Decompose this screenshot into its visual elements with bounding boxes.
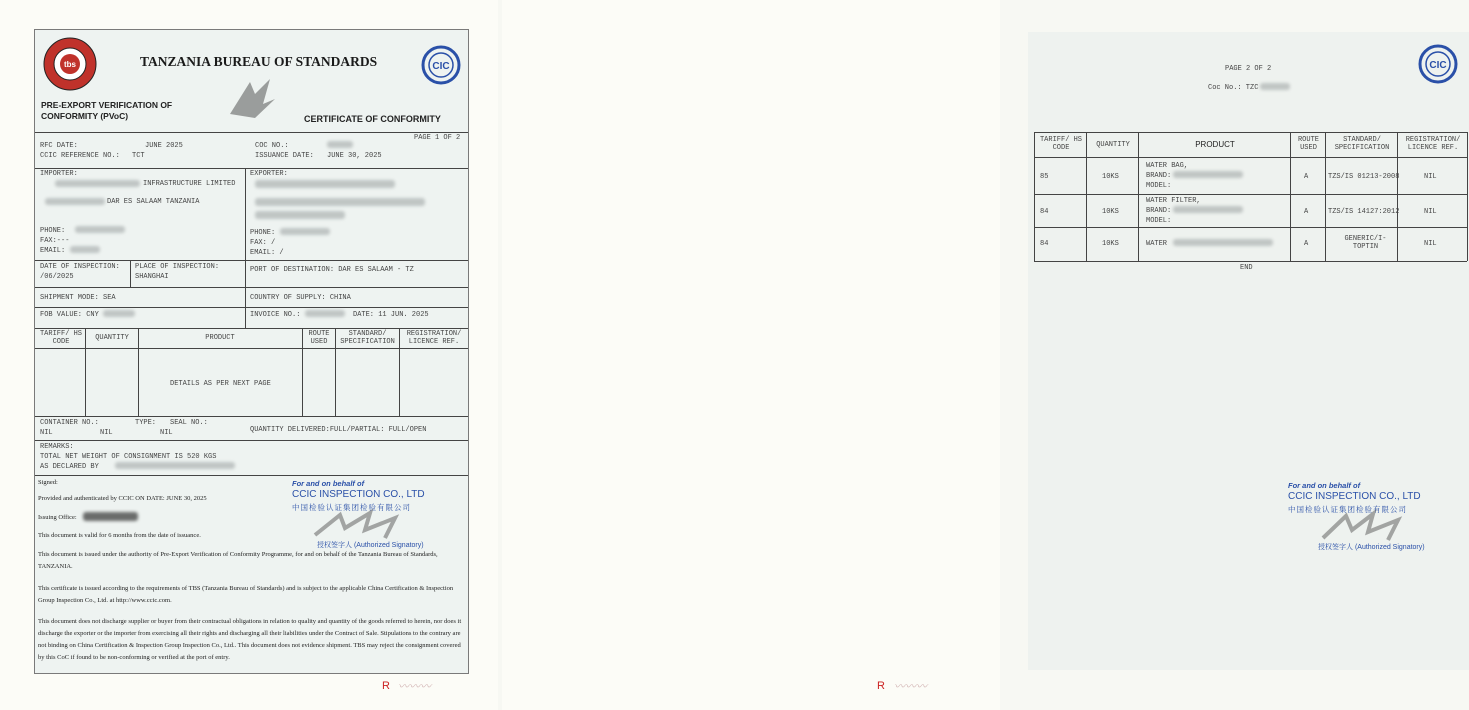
remarks-label: REMARKS:	[40, 443, 74, 451]
col-registration: REGISTRATION/ LICENCE REF.	[1405, 136, 1461, 152]
row2-quantity: 10KS	[1102, 208, 1119, 216]
importer-label: IMPORTER:	[40, 170, 78, 178]
shipment-mode: SHIPMENT MODE: SEA	[40, 294, 116, 302]
sign-company-chinese-2: 中国检验认证集团检验有限公司	[1288, 505, 1407, 514]
validity-note: This document is valid for 6 months from the date of issuance.	[38, 532, 201, 539]
serial-prefix-2: R	[877, 680, 885, 692]
row3-route: A	[1304, 240, 1309, 248]
place-of-inspection-value: SHANGHAI	[135, 273, 169, 281]
row3-standard: GENERIC/I-TOPTIN	[1344, 235, 1387, 251]
importer-address: DAR ES SALAAM TANZANIA	[107, 198, 200, 206]
place-of-inspection-label: PLACE OF INSPECTION:	[135, 263, 220, 271]
remarks-line-2: AS DECLARED BY	[40, 463, 99, 471]
row2-product-l2: BRAND:	[1146, 207, 1172, 215]
disclaimer-note: This document does not discharge supplier or buyer from their contractual obligations in relation to quality and quantity of the goods referred to herein, nor does it discharge the exporter or the importer from exercising all their rights and discharging all their liabilities under the Contract of Sale. Stipulations to the contrary are not binding on China Certification & Inspection Group Inspection Co., Ltd.. This document does not evidence shipment. TBS may reject the consignment covered by this CoC if found to be non-conforming or verified at the port of entry.	[38, 618, 462, 661]
exporter-phone-label: PHONE:	[250, 229, 276, 237]
col-hs-code: TARIFF/ HS CODE	[39, 330, 82, 346]
exporter-email-label: EMAIL: /	[250, 249, 284, 257]
sign-company-chinese: 中国检验认证集团检验有限公司	[292, 503, 411, 512]
date-of-inspection-value: /06/2025	[40, 273, 74, 281]
row1-product-l3: MODEL:	[1146, 182, 1172, 190]
coc-number-2: Coc No.: TZC	[1208, 84, 1259, 92]
svg-text:CIC: CIC	[1429, 60, 1447, 71]
ccic-reference-label: CCIC REFERENCE NO.:	[40, 152, 120, 160]
page-number: PAGE 1 OF 2	[414, 134, 461, 142]
organization-title: TANZANIA BUREAU OF STANDARDS	[140, 54, 378, 69]
row1-hs-code: 85	[1040, 173, 1049, 181]
importer-name: INFRASTRUCTURE LIMITED	[143, 180, 236, 188]
date-of-inspection-label: DATE OF INSPECTION:	[40, 263, 120, 271]
signature-icon	[310, 510, 410, 540]
container-value: NIL	[40, 429, 53, 437]
col-route-used: ROUTE USED	[308, 330, 330, 346]
row2-hs-code: 84	[1040, 208, 1049, 216]
container-label: CONTAINER NO.:	[40, 419, 99, 427]
quantity-delivered: QUANTITY DELIVERED:FULL/PARTIAL: FULL/OPEN	[250, 426, 427, 434]
sign-company-2: CCIC INSPECTION CO., LTD	[1288, 491, 1421, 502]
serial-prefix: R	[382, 680, 390, 692]
signature-icon	[1318, 510, 1408, 542]
col-hs-code: TARIFF/ HS CODE	[1039, 136, 1082, 152]
row1-route: A	[1304, 173, 1309, 181]
row1-standard: TZS/IS 01213-2008	[1328, 173, 1400, 181]
row2-product-l1: WATER FILTER,	[1146, 197, 1201, 205]
sign-for-label-2: For and on behalf of	[1288, 481, 1361, 490]
authority-note: This document is issued under the authority of Pre-Export Verification of Conformity Programme, for and on behalf of the Tanzania Bureau of Standards, TANZANIA.	[38, 551, 438, 570]
signed-label: Signed:	[38, 479, 58, 486]
issuance-date-label: ISSUANCE DATE:	[255, 152, 314, 160]
country-of-supply: COUNTRY OF SUPPLY: CHINA	[250, 294, 351, 302]
rfc-date-value: JUNE 2025	[145, 142, 183, 150]
row2-product-l3: MODEL:	[1146, 217, 1172, 225]
sign-for-label: For and on behalf of	[292, 479, 365, 488]
col-registration: REGISTRATION/ LICENCE REF.	[406, 330, 462, 346]
sign-company: CCIC INSPECTION CO., LTD	[292, 489, 425, 500]
row2-standard: TZS/IS 14127:2012	[1328, 208, 1400, 216]
svg-text:tbs: tbs	[64, 60, 76, 69]
rfc-date-label: RFC DATE:	[40, 142, 78, 150]
ccic-reference-value: TCT	[132, 152, 145, 160]
serial-number-handwritten-icon: 〰〰〰	[398, 681, 431, 693]
exporter-label: EXPORTER:	[250, 170, 288, 178]
certificate-page-2	[502, 0, 1461, 710]
col-quantity: QUANTITY	[95, 334, 129, 342]
provided-by: Provided and authenticated by CCIC ON DATE: JUNE 30, 2025	[38, 495, 207, 502]
row3-quantity: 10KS	[1102, 240, 1119, 248]
fob-value-label: FOB VALUE: CNY	[40, 311, 99, 319]
importer-fax-label: FAX:---	[40, 237, 70, 245]
row1-product-l1: WATER BAG,	[1146, 162, 1189, 170]
page-number-2: PAGE 2 OF 2	[1225, 65, 1272, 73]
coc-number-label: COC NO.:	[255, 142, 289, 150]
pvoc-title-line1: PRE-EXPORT VERIFICATION OF	[41, 100, 173, 110]
col-product: PRODUCT	[205, 334, 235, 342]
tbs-logo-icon	[42, 36, 98, 92]
end-note: END	[1240, 264, 1253, 272]
exporter-fax-label: FAX: /	[250, 239, 276, 247]
row3-product-l1: WATER	[1146, 240, 1168, 248]
authorized-signatory: 授权签字人 (Authorized Signatory)	[317, 542, 424, 549]
svg-text:CIC: CIC	[432, 61, 450, 72]
type-value: NIL	[100, 429, 113, 437]
port-of-destination: PORT OF DESTINATION: DAR ES SALAAM - TZ	[250, 266, 414, 274]
importer-phone-label: PHONE:	[40, 227, 66, 235]
remarks-line-1: TOTAL NET WEIGHT OF CONSIGNMENT IS 520 KGS	[40, 453, 217, 461]
invoice-number-label: INVOICE NO.:	[250, 311, 301, 319]
row3-ref: NIL	[1424, 240, 1437, 248]
certificate-page-1	[0, 0, 498, 710]
watermark-icon	[225, 74, 280, 122]
row2-route: A	[1304, 208, 1309, 216]
issuance-date-value: JUNE 30, 2025	[327, 152, 382, 160]
issuing-office-label: Issuing Office:	[38, 514, 77, 521]
col-standard: STANDARD/ SPECIFICATION	[1334, 136, 1390, 152]
type-label: TYPE:	[135, 419, 157, 427]
col-product: PRODUCT	[1195, 140, 1235, 149]
row2-ref: NIL	[1424, 208, 1437, 216]
importer-email-label: EMAIL:	[40, 247, 66, 255]
ccic-logo-icon	[421, 45, 461, 85]
serial-number-handwritten-icon: 〰〰〰	[894, 681, 927, 693]
certificate-title: CERTIFICATE OF CONFORMITY	[304, 114, 441, 124]
row1-product-l2: BRAND:	[1146, 172, 1172, 180]
col-standard: STANDARD/ SPECIFICATION	[340, 330, 395, 346]
col-route-used: ROUTE USED	[1297, 136, 1319, 152]
invoice-date: DATE: 11 JUN. 2025	[353, 311, 429, 319]
ccic-logo-icon	[1418, 44, 1458, 84]
requirements-note: This certificate is issued according to the requirements of TBS (Tanzania Bureau of Standards) and is subject to the applicable China Certification & Inspection Group Inspection Co., Ltd. at http://www.ccic.com.	[38, 585, 454, 604]
certificate-sheet-2	[1028, 32, 1469, 670]
col-quantity: QUANTITY	[1096, 141, 1130, 149]
row1-ref: NIL	[1424, 173, 1437, 181]
seal-label: SEAL NO.:	[170, 419, 208, 427]
seal-value: NIL	[160, 429, 173, 437]
table-note: DETAILS AS PER NEXT PAGE	[170, 380, 271, 388]
certificate-sheet	[34, 29, 469, 674]
pvoc-title-line2: CONFORMITY (PVoC)	[41, 111, 129, 121]
authorized-signatory-2: 授权签字人 (Authorized Signatory)	[1318, 544, 1425, 551]
row1-quantity: 10KS	[1102, 173, 1119, 181]
row3-hs-code: 84	[1040, 240, 1049, 248]
